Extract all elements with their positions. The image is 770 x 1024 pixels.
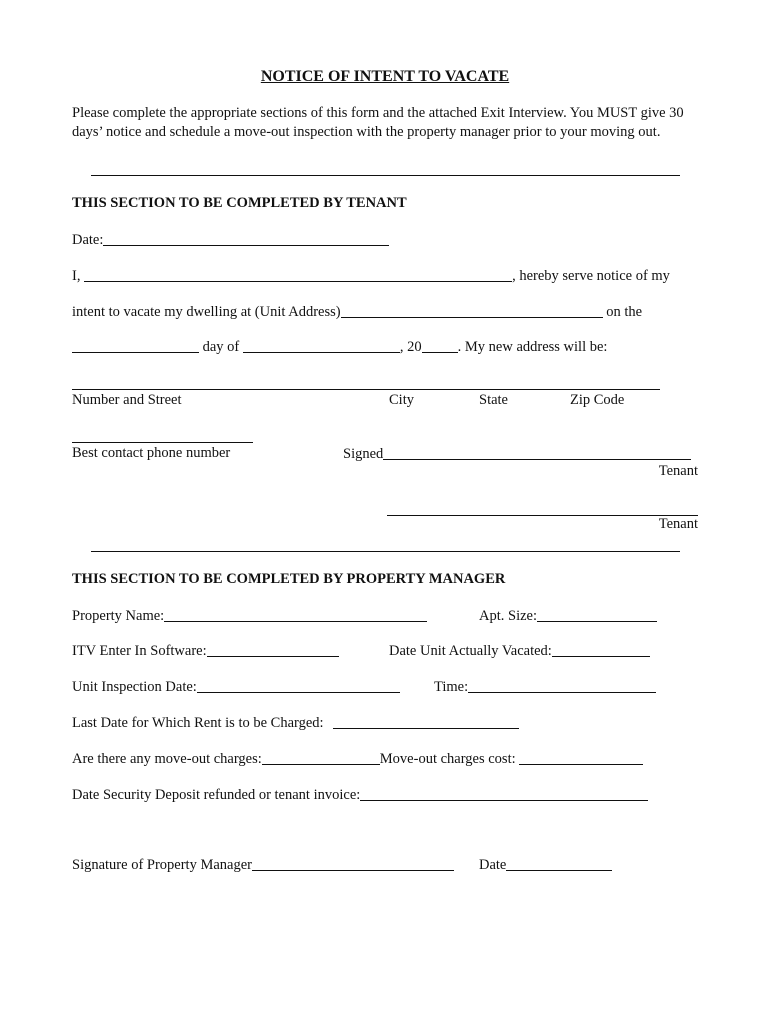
tenant-name-row [72, 267, 670, 285]
time-row [434, 678, 656, 696]
moveout-cost-field[interactable] [519, 750, 643, 765]
tenant-signature-field-1[interactable] [383, 445, 691, 460]
moveout-charges-field[interactable] [262, 750, 380, 765]
zip-code-label: Zip Code [570, 392, 625, 408]
moveout-cost-label: Move-out charges cost: [379, 751, 516, 767]
unit-address-row [72, 303, 642, 321]
property-name-label: Property Name: [72, 608, 165, 624]
manager-signature-field[interactable] [252, 856, 454, 871]
apt-size-field[interactable] [537, 607, 657, 622]
manager-signature-row [72, 856, 454, 874]
manager-section-heading: THIS SECTION TO BE COMPLETED BY PROPERTY MANAGER [72, 571, 506, 587]
manager-date-label: Date [479, 857, 507, 873]
month-field[interactable] [243, 338, 400, 353]
time-label: Time: [434, 679, 469, 695]
apt-size-row [479, 607, 657, 625]
inspection-date-field[interactable] [197, 678, 400, 693]
itv-label: ITV Enter In Software: [72, 643, 207, 659]
form-title: NOTICE OF INTENT TO VACATE [260, 68, 510, 85]
unit-address-field[interactable] [341, 303, 603, 318]
date-vacated-field[interactable] [552, 642, 650, 657]
tenant-section-heading: THIS SECTION TO BE COMPLETED BY TENANT [72, 195, 407, 211]
manager-date-row [479, 856, 612, 874]
tenant-label-2: Tenant [658, 516, 698, 532]
manager-date-field[interactable] [506, 856, 612, 871]
tenant-label-1: Tenant [658, 463, 698, 479]
date-label: Date: [72, 232, 104, 248]
itv-row [72, 642, 339, 660]
property-name-row [72, 607, 427, 625]
i-prefix: I, [72, 268, 81, 284]
serve-notice-text: , hereby serve notice of my [512, 268, 670, 284]
intent-label: intent to vacate my dwelling at (Unit Address) [72, 304, 341, 320]
date-vacate-row [72, 338, 607, 356]
date-field[interactable] [103, 231, 389, 246]
signed-label: Signed [343, 446, 384, 462]
apt-size-label: Apt. Size: [479, 608, 537, 624]
state-label: State [479, 392, 508, 408]
phone-field[interactable] [72, 428, 253, 443]
number-street-label: Number and Street [72, 392, 182, 408]
deposit-row [72, 786, 648, 804]
day-field[interactable] [72, 338, 199, 353]
divider-middle [91, 551, 680, 552]
tenant-signature-field-2[interactable] [387, 500, 698, 516]
date-row [72, 231, 389, 249]
day-of-text: day of [202, 339, 240, 355]
intro-paragraph: Please complete the appropriate sections of this form and the attached Exit Interview. You MUST give 30 days’ notice and schedule a move-out inspection with the property manager prior to your moving out. [72, 105, 684, 140]
last-rent-date-label: Last Date for Which Rent is to be Charged: [72, 715, 324, 731]
deposit-field[interactable] [360, 786, 648, 801]
city-label: City [389, 392, 414, 408]
property-name-field[interactable] [164, 607, 427, 622]
inspection-date-row [72, 678, 400, 696]
phone-label: Best contact phone number [72, 445, 231, 461]
tenant-name-field[interactable] [84, 267, 512, 282]
new-address-field[interactable] [72, 374, 660, 390]
on-the-text: on the [606, 304, 643, 320]
date-vacated-label: Date Unit Actually Vacated: [389, 643, 552, 659]
divider-top [91, 175, 680, 176]
new-address-text: . My new address will be: [457, 339, 608, 355]
last-rent-date-field[interactable] [333, 714, 519, 729]
moveout-charges-row [72, 750, 643, 768]
time-field[interactable] [468, 678, 656, 693]
date-vacated-row [389, 642, 650, 660]
inspection-date-label: Unit Inspection Date: [72, 679, 197, 695]
deposit-label: Date Security Deposit refunded or tenant invoice: [72, 787, 361, 803]
signed-row [343, 445, 691, 463]
itv-field[interactable] [207, 642, 339, 657]
year-field[interactable] [422, 338, 458, 353]
last-rent-date-row [72, 714, 519, 732]
comma-20-text: , 20 [399, 339, 422, 355]
manager-signature-label: Signature of Property Manager [72, 857, 252, 873]
moveout-charges-label: Are there any move-out charges: [72, 751, 262, 767]
